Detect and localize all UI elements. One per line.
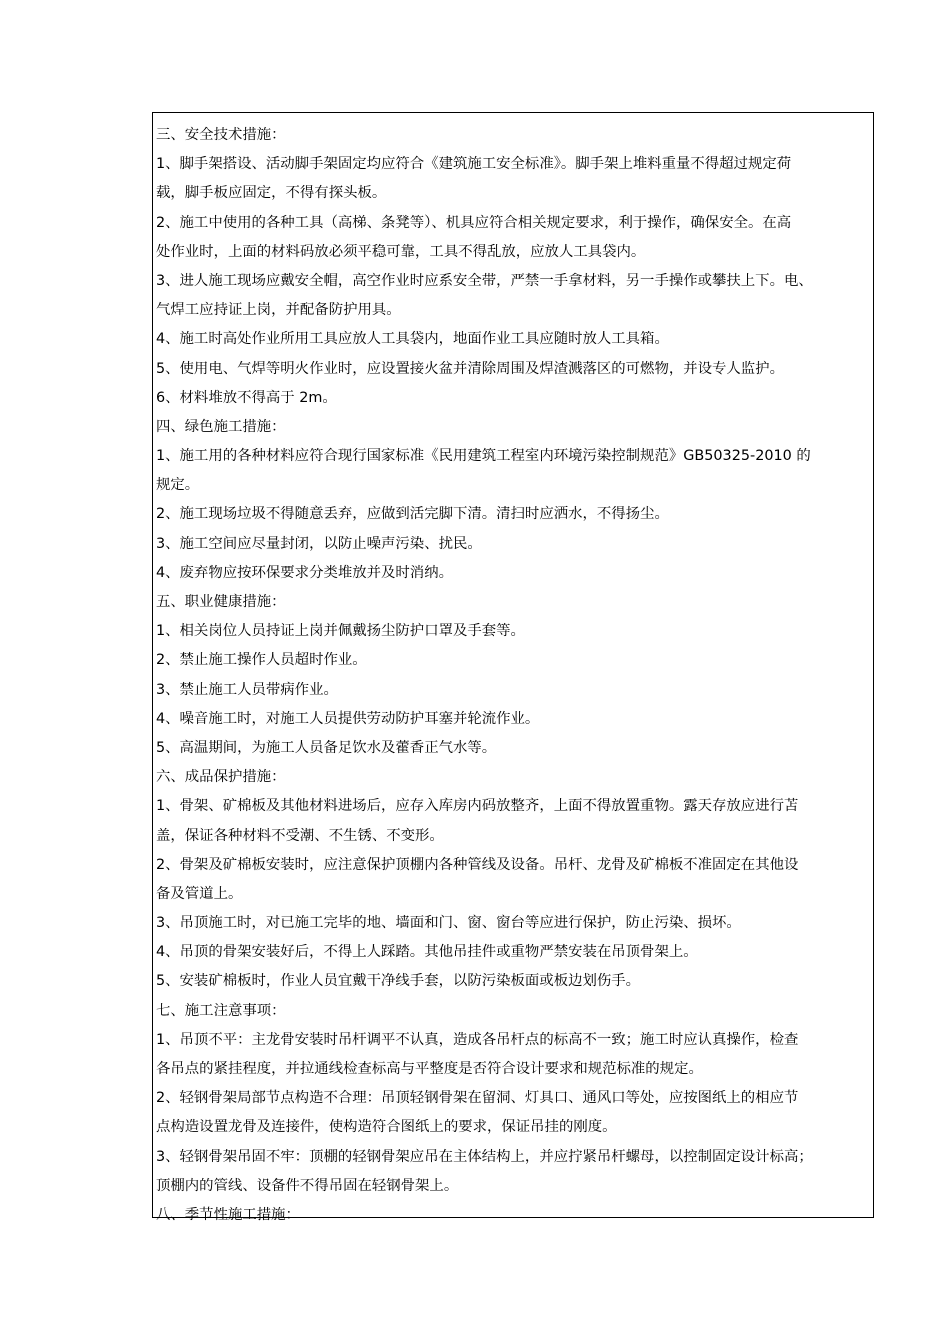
text-line: 6、材料堆放不得高于 2m。: [156, 389, 337, 406]
text-line: 盖，保证各种材料不受潮、不生锈、不变形。: [156, 827, 444, 844]
text-line: 4、施工时高处作业所用工具应放人工具袋内，地面作业工具应随时放人工具箱。: [156, 331, 669, 348]
text-line: 2、禁止施工操作人员超时作业。: [156, 652, 367, 669]
text-line: 1、吊顶不平：主龙骨安装时吊杆调平不认真，造成各吊杆点的标高不一致；施工时应认真操作，检查: [156, 1031, 799, 1048]
text-line: 2、施工现场垃圾不得随意丢弃，应做到活完脚下清。清扫时应洒水，不得扬尘。: [156, 506, 669, 523]
section-heading-health: 五、职业健康措施：: [156, 594, 286, 610]
text-line: 3、吊顶施工时，对已施工完毕的地、墙面和门、窗、窗台等应进行保护，防止污染、损坏。: [156, 915, 741, 932]
text-line: 顶棚内的管线、设备件不得吊固在轻钢骨架上。: [156, 1177, 459, 1194]
text-line: 3、施工空间应尽量封闭，以防止噪声污染、扰民。: [156, 535, 482, 552]
text-line: 处作业时，上面的材料码放必须平稳可靠，工具不得乱放，应放人工具袋内。: [156, 243, 646, 260]
text-line: 备及管道上。: [156, 885, 243, 902]
section-heading-safety: 三、安全技术措施：: [156, 127, 286, 143]
section-heading-green: 四、绿色施工措施：: [156, 418, 286, 435]
text-line: 2、骨架及矿棉板安装时，应注意保护顶棚内各种管线及设备。吊杆、龙骨及矿棉板不准固定在其他设: [156, 856, 799, 873]
text-line: 3、进人施工现场应戴安全帽，高空作业时应系安全带，严禁一手拿材料，另一手操作或攀扶上下。电、: [156, 272, 813, 289]
section-heading-notes: 七、施工注意事项：: [156, 1002, 286, 1019]
section-heading-seasonal: 八、季节性施工措施：: [156, 1206, 300, 1223]
document-table-cell: [152, 112, 874, 1223]
text-line: 4、吊顶的骨架安装好后，不得上人踩踏。其他吊挂件或重物严禁安装在吊顶骨架上。: [156, 944, 698, 961]
text-line: 2、轻钢骨架局部节点构造不合理：吊顶轻钢骨架在留洞、灯具口、通风口等处，应按图纸上的相应节: [156, 1090, 799, 1107]
text-line: 5、使用电、气焊等明火作业时，应设置接火盆并清除周围及焊渣溅落区的可燃物，并设专人监护。: [156, 360, 784, 377]
document-text: [156, 121, 873, 1230]
text-line: 5、安装矿棉板时，作业人员宜戴干净线手套，以防污染板面或板边划伤手。: [156, 973, 641, 990]
text-line: 1、脚手架搭设、活动脚手架固定均应符合《建筑施工安全标准》。脚手架上堆料重量不得超过规定荷: [156, 156, 792, 173]
text-line: 4、噪音施工时，对施工人员提供劳动防护耳塞并轮流作业。: [156, 710, 540, 727]
text-line: 4、废弃物应按环保要求分类堆放并及时消纳。: [156, 564, 453, 581]
text-line: 5、高温期间，为施工人员备足饮水及藿香正气水等。: [156, 739, 497, 756]
text-line: 2、施工中使用的各种工具（高梯、条凳等）、机具应符合相关规定要求，利于操作，确保安全。在高: [156, 214, 792, 231]
text-line: 气焊工应持证上岗，并配备防护用具。: [156, 302, 401, 319]
text-line: 1、骨架、矿棉板及其他材料进场后，应存入库房内码放整齐，上面不得放置重物。露天存放应进行苫: [156, 798, 799, 815]
text-line: 1、相关岗位人员持证上岗并佩戴扬尘防护口罩及手套等。: [156, 623, 525, 640]
text-line: 1、施工用的各种材料应符合现行国家标准《民用建筑工程室内环境污染控制规范》GB50325-2010 的: [156, 448, 811, 465]
text-line: 各吊点的紧挂程度，并拉通线检查标高与平整度是否符合设计要求和规范标准的规定。: [156, 1061, 703, 1077]
section-heading-protection: 六、成品保护措施：: [156, 769, 286, 786]
text-line: 3、轻钢骨架吊固不牢：顶棚的轻钢骨架应吊在主体结构上，并应拧紧吊杆螺母，以控制固定设计标高；: [156, 1148, 813, 1165]
text-line: 规定。: [156, 477, 200, 494]
text-line: 3、禁止施工人员带病作业。: [156, 681, 338, 698]
text-line: 载，脚手板应固定，不得有探头板。: [156, 185, 387, 202]
text-line: 点构造设置龙骨及连接件，使构造符合图纸上的要求，保证吊挂的刚度。: [156, 1119, 617, 1136]
